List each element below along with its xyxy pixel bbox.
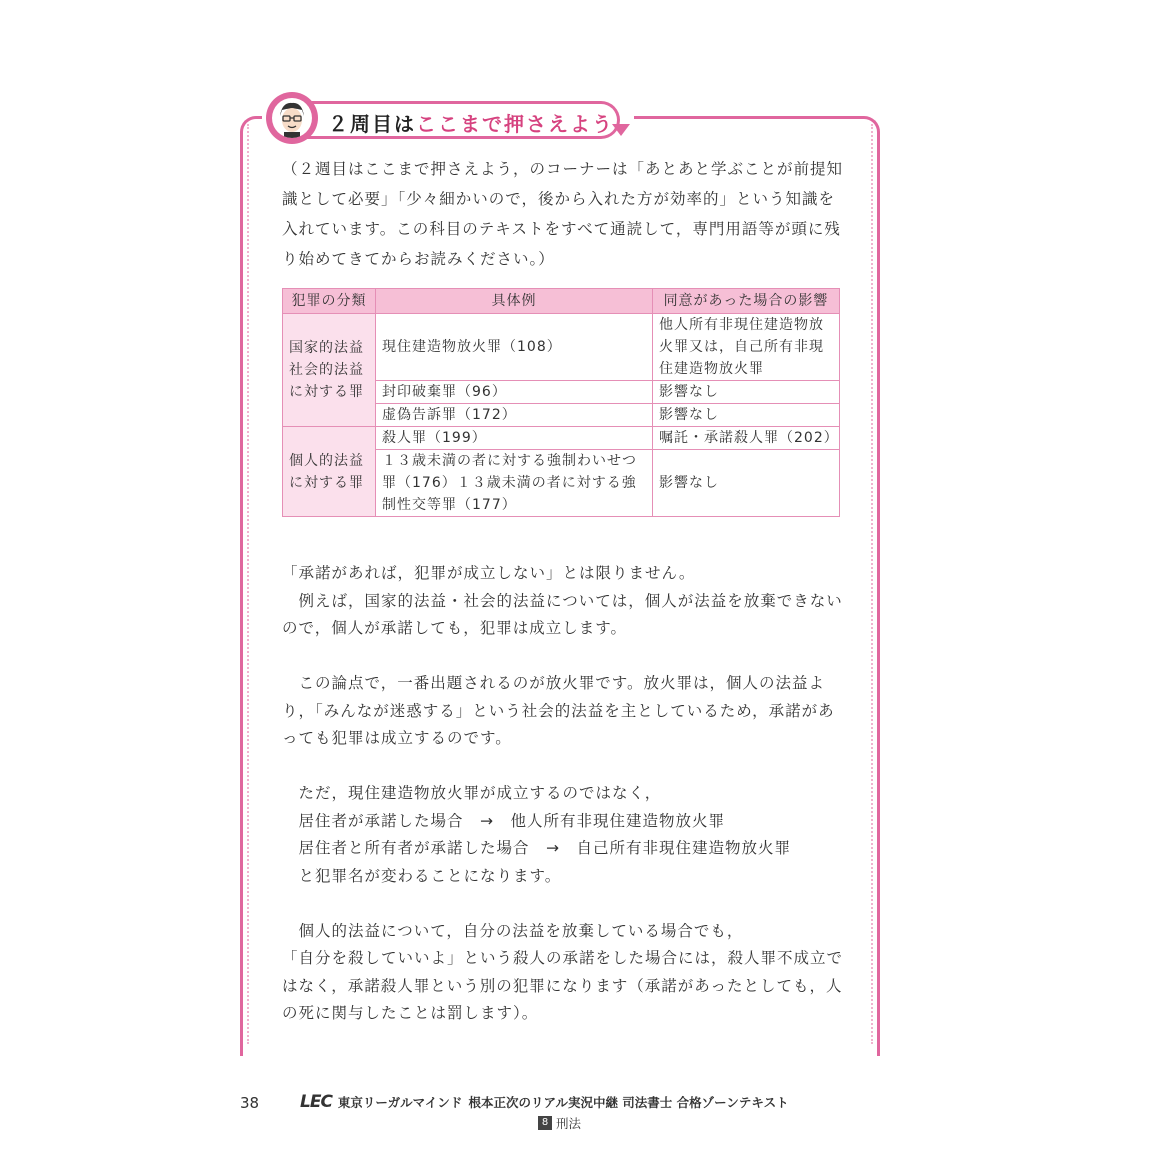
table-effect-cell: 影響なし [653, 450, 840, 517]
body-blank-line [282, 753, 848, 781]
publisher-logo: LEC [300, 1092, 332, 1112]
table-row [283, 427, 840, 450]
section-title-prefix: ２周目は [328, 112, 416, 136]
footer-volume [538, 1114, 581, 1132]
table-header-row [283, 289, 840, 314]
section-title-highlight: ここまで押さえよう [416, 112, 614, 136]
body-paragraph: 居住者と所有者が承諾した場合 → 自己所有非現住建造物放火罪 [282, 839, 791, 857]
body-blank-line [282, 643, 848, 671]
table-effect-cell: 影響なし [653, 404, 840, 427]
table-example-cell: 現住建造物放火罪（108） [376, 314, 653, 381]
author-face-icon [272, 98, 312, 138]
table-effect-cell: 嘱託・承諾殺人罪（202） [653, 427, 840, 450]
table-effect-cell: 影響なし [653, 381, 840, 404]
body-paragraph: 「自分を殺していいよ」という殺人の承諾をした場合には，殺人罪不成立ではなく，承諾殺人罪という別の犯罪になります（承諾があったとしても，人の死に関与したことは罰します）。 [282, 949, 844, 1022]
body-paragraph: ただ，現住建造物放火罪が成立するのではなく， [282, 784, 662, 802]
table-category-cell: 国家的法益社会的法益に対する罪 [283, 314, 376, 427]
table-header: 具体例 [376, 289, 653, 314]
body-paragraph: 個人的法益について，自分の法益を放棄している場合でも， [282, 921, 744, 940]
body-paragraph: 例えば，国家的法益・社会的法益については，個人が法益を放棄できないので，個人が承諾しても，犯罪は成立します。 [282, 591, 843, 637]
body-paragraph: 「承諾があれば，犯罪が成立しない」とは限りません。 [282, 564, 696, 582]
publisher-name: 東京リーガルマインド [337, 1095, 463, 1110]
footer-book-info [300, 1092, 789, 1112]
body-text [282, 560, 848, 1028]
table-example-cell: 封印破棄罪（96） [376, 381, 653, 404]
table-example-cell: １３歳未満の者に対する強制わいせつ罪（176）１３歳未満の者に対する強制性交等罪（177） [376, 450, 653, 517]
intro-note: （２週目はここまで押さえよう，のコーナーは「あとあと学ぶことが前提知識として必要」「少々細かいので，後から入れた方が効率的」という知識を入れています。この科目のテキストをすべて通読して，専門用語等が頭に残り始めてきてからお読みください。） [282, 160, 844, 268]
table-header: 同意があった場合の影響 [653, 289, 840, 314]
body-paragraph: この論点で，一番出題されるのが放火罪です。放火罪は，個人の法益より，「みんなが迷惑する」という社会的法益を主としているため，承諾があっても犯罪は成立するのです。 [282, 674, 835, 747]
page-number: 38 [240, 1094, 260, 1112]
table-effect-cell: 他人所有非現住建造物放火罪又は，自己所有非現住建造物放火罪 [653, 314, 840, 381]
consent-effect-table [282, 288, 840, 517]
section-title [328, 108, 614, 137]
table-example-cell: 殺人罪（199） [376, 427, 653, 450]
book-title: 根本正次のリアル実況中継 司法書士 合格ゾーンテキスト [468, 1095, 789, 1110]
table-category-cell: 個人的法益に対する罪 [283, 427, 376, 517]
table-row [283, 314, 840, 381]
table-header: 犯罪の分類 [283, 289, 376, 314]
author-avatar [266, 92, 318, 144]
body-blank-line [282, 890, 848, 918]
volume-badge: 8 [538, 1116, 552, 1130]
body-paragraph: と犯罪名が変わることになります。 [282, 866, 562, 885]
arrow-down-icon [612, 124, 630, 136]
table-example-cell: 虚偽告訴罪（172） [376, 404, 653, 427]
body-paragraph: 居住者が承諾した場合 → 他人所有非現住建造物放火罪 [282, 811, 725, 830]
volume-title: 刑法 [556, 1116, 582, 1131]
